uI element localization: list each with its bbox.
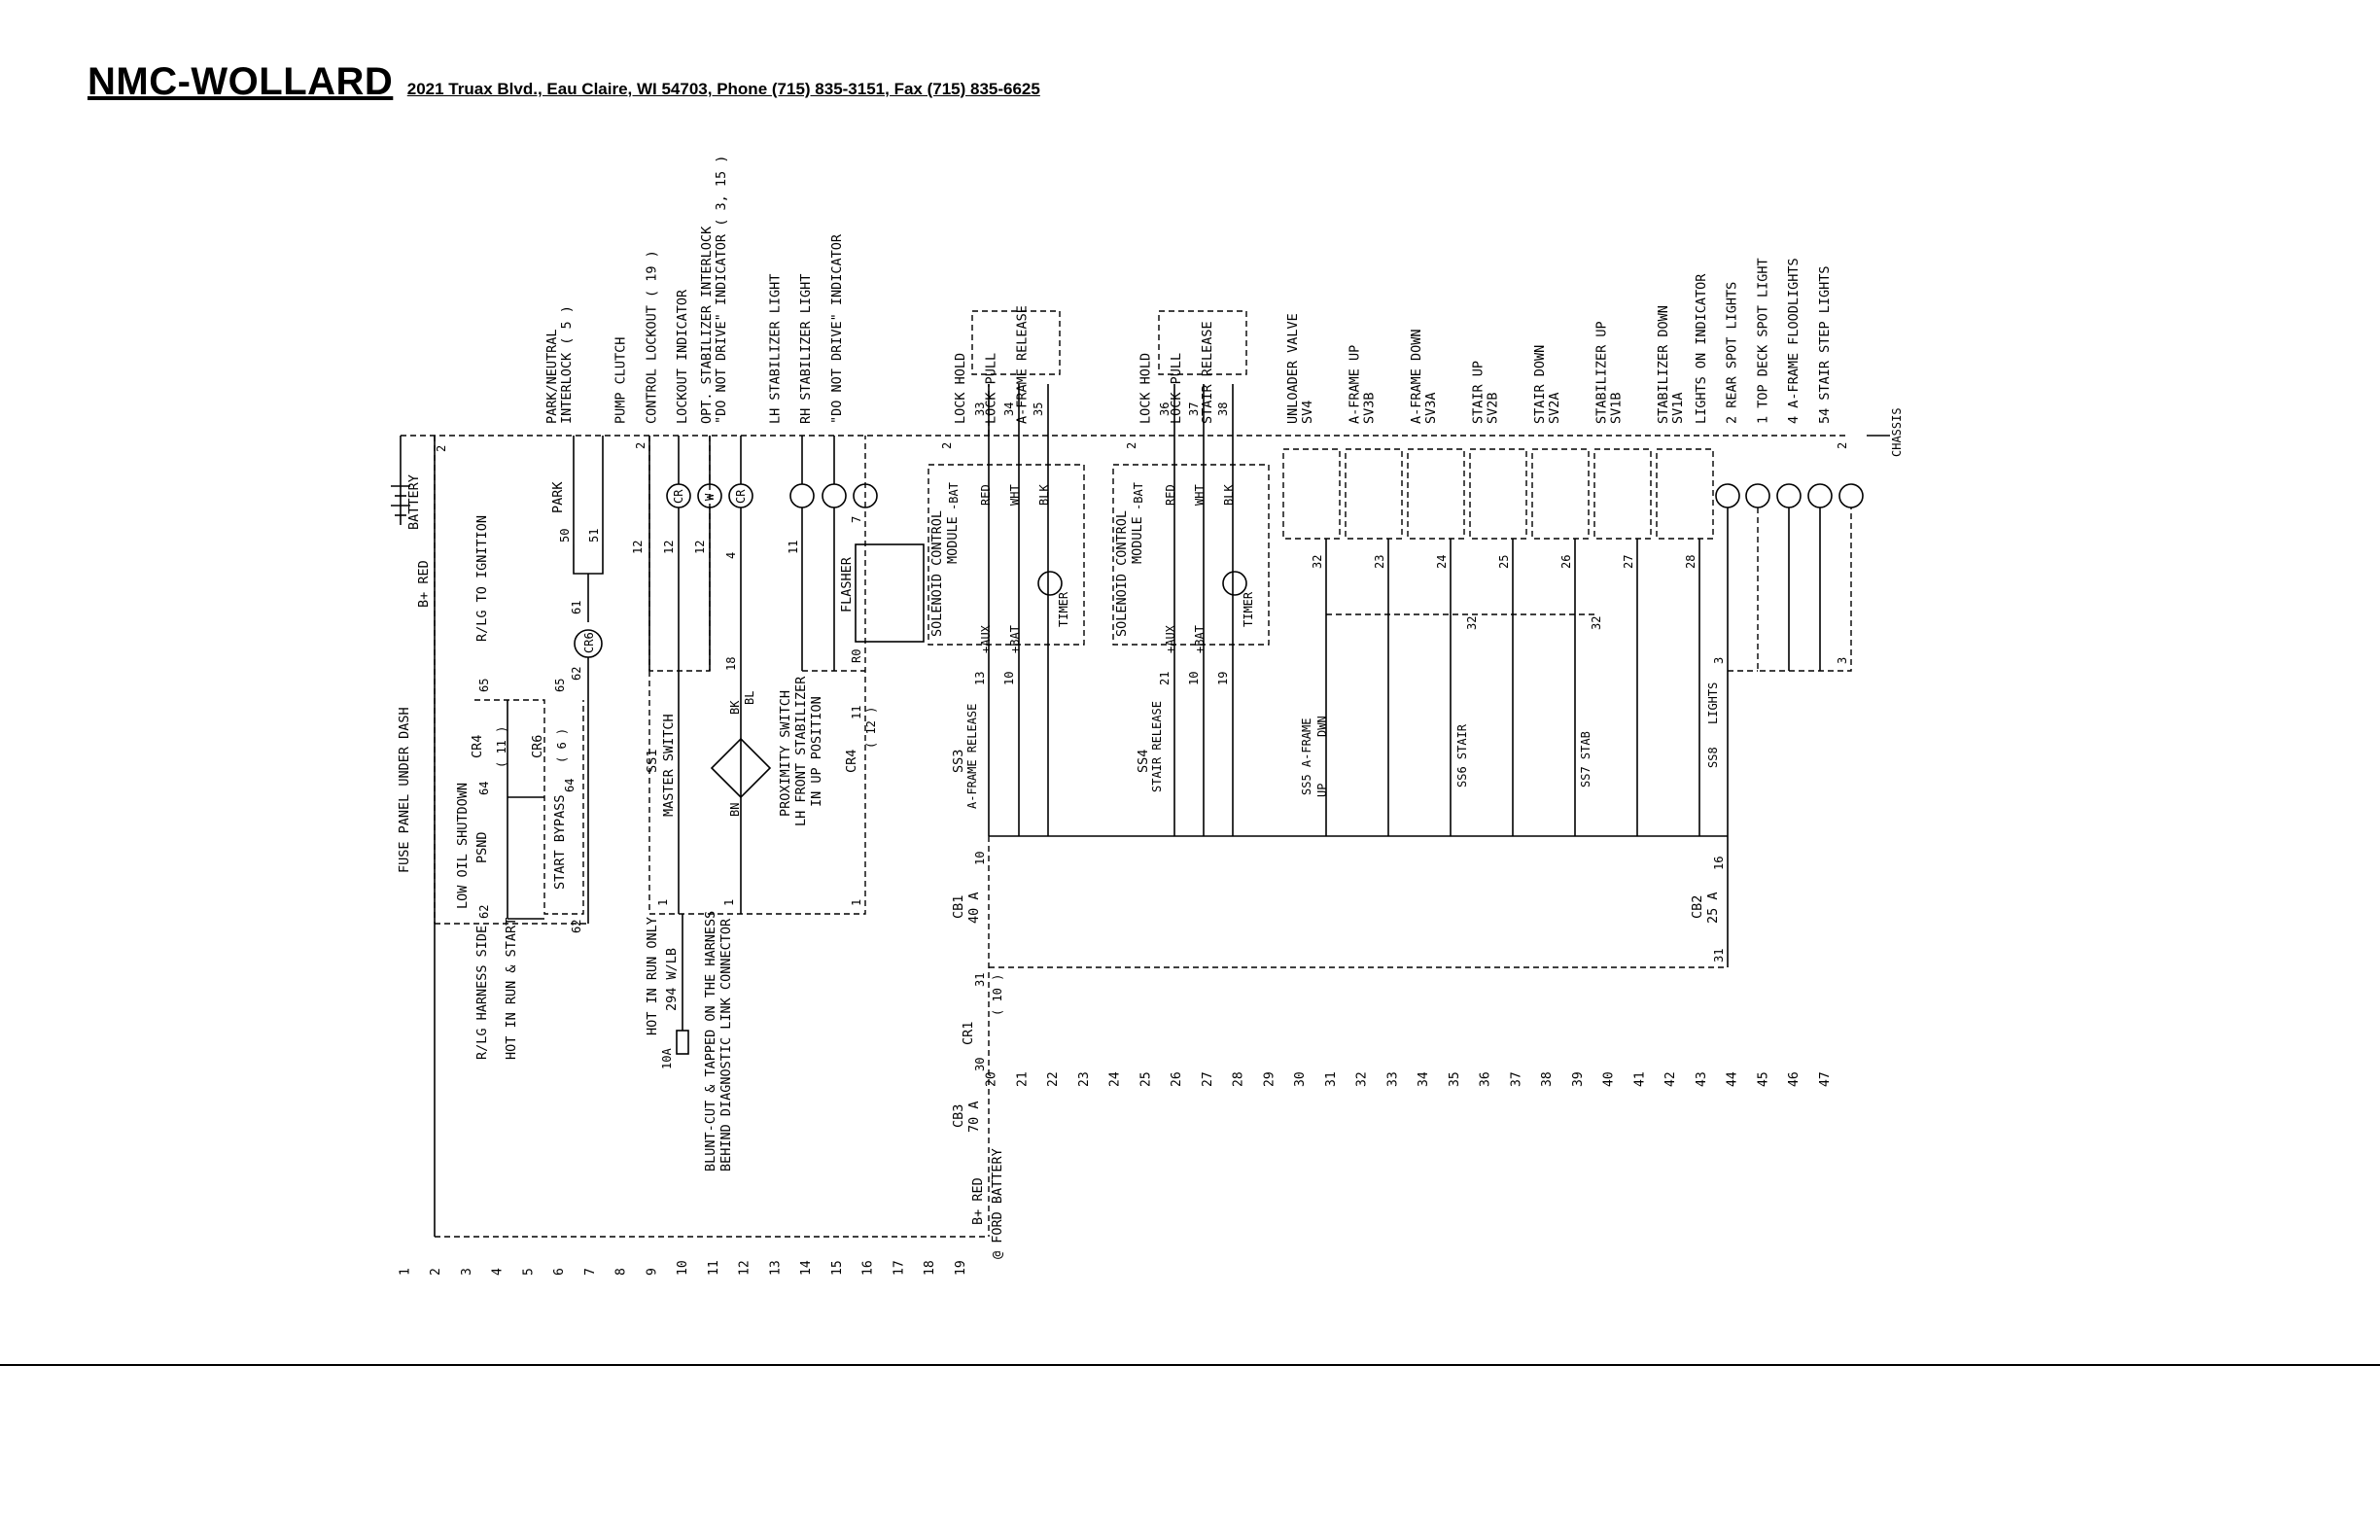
svg-text:30: 30 bbox=[973, 1057, 987, 1071]
svg-text:36: 36 bbox=[1158, 402, 1172, 416]
svg-text:RED: RED bbox=[979, 484, 993, 506]
component-label: SV1A bbox=[1670, 392, 1686, 424]
fuse-panel-label: FUSE PANEL UNDER DASH bbox=[397, 707, 412, 873]
rung-number: 21 bbox=[1015, 1071, 1031, 1087]
svg-text:38: 38 bbox=[1216, 402, 1230, 416]
svg-text:( 12 ): ( 12 ) bbox=[864, 706, 878, 749]
rung-number: 44 bbox=[1725, 1071, 1740, 1087]
fuse-10a bbox=[677, 1031, 688, 1054]
svg-text:BLUNT-CUT & TAPPED ON THE HARN: BLUNT-CUT & TAPPED ON THE HARNESS bbox=[703, 910, 718, 1172]
rung-number: 25 bbox=[1138, 1071, 1154, 1087]
svg-text:CB2: CB2 bbox=[1690, 894, 1705, 919]
rung-number: 23 bbox=[1076, 1071, 1092, 1087]
rung-numbers bbox=[398, 1071, 1833, 1276]
rung-number: 19 bbox=[953, 1260, 968, 1276]
svg-text:12: 12 bbox=[693, 540, 707, 554]
svg-text:+BAT: +BAT bbox=[1193, 625, 1207, 653]
page-divider bbox=[0, 1364, 2380, 1366]
component-label: LOCK PULL bbox=[1169, 352, 1184, 424]
rung-number: 36 bbox=[1478, 1071, 1493, 1087]
top-deck-spot-light bbox=[1777, 484, 1801, 508]
component-label: RH STABILIZER LIGHT bbox=[798, 273, 814, 424]
rung-number: 41 bbox=[1632, 1071, 1648, 1087]
svg-text:28: 28 bbox=[1684, 554, 1698, 569]
svg-text:UP: UP bbox=[1315, 783, 1329, 797]
svg-text:@ FORD BATTERY: @ FORD BATTERY bbox=[990, 1148, 1005, 1259]
component-label: "DO NOT DRIVE" INDICATOR bbox=[828, 233, 845, 424]
rung-number: 15 bbox=[829, 1260, 845, 1276]
rung-number: 47 bbox=[1817, 1071, 1833, 1087]
svg-text:BL: BL bbox=[743, 690, 756, 705]
park-label: PARK bbox=[550, 481, 566, 513]
hot-run-start-label: HOT IN RUN & START bbox=[504, 917, 519, 1060]
component-labels bbox=[544, 156, 1833, 424]
component-label: PUMP CLUTCH bbox=[612, 336, 629, 424]
component-label: STAIR UP bbox=[1470, 360, 1487, 424]
component-label: LIGHTS ON INDICATOR bbox=[1693, 273, 1709, 424]
svg-text:FLASHER: FLASHER bbox=[839, 557, 855, 612]
component-label: STAIR DOWN bbox=[1532, 344, 1548, 424]
svg-text:1: 1 bbox=[722, 898, 736, 906]
svg-text:WHT: WHT bbox=[1193, 484, 1207, 506]
component-label: LOCK HOLD bbox=[1138, 352, 1154, 424]
rung-number: 34 bbox=[1417, 1071, 1431, 1087]
component-label: STABILIZER DOWN bbox=[1656, 305, 1671, 424]
svg-text:SS3: SS3 bbox=[951, 749, 966, 773]
rung-number: 4 bbox=[490, 1268, 506, 1276]
cr4-ref: ( 11 ) bbox=[495, 725, 508, 768]
svg-text:BLK: BLK bbox=[1222, 484, 1236, 506]
cr6-coil-label: CR6 bbox=[582, 632, 596, 653]
component-label: OPT. STABILIZER INTERLOCK bbox=[698, 226, 715, 424]
svg-text:10: 10 bbox=[1002, 671, 1016, 685]
rung-number: 30 bbox=[1293, 1071, 1308, 1087]
svg-text:BN: BN bbox=[728, 802, 742, 817]
svg-text:64: 64 bbox=[563, 778, 577, 792]
rung-number: 13 bbox=[768, 1260, 784, 1276]
svg-text:32: 32 bbox=[1311, 554, 1324, 569]
component-label: LOCK HOLD bbox=[952, 352, 968, 424]
svg-text:SS7 STAB: SS7 STAB bbox=[1579, 731, 1592, 788]
component-label: SV1B bbox=[1608, 392, 1625, 424]
psnd-label: PSND bbox=[474, 831, 490, 863]
component-label: STABILIZER UP bbox=[1593, 321, 1610, 424]
rung-number: 2 bbox=[429, 1268, 443, 1276]
svg-text:24: 24 bbox=[1435, 554, 1449, 569]
rung-number: 22 bbox=[1046, 1071, 1061, 1087]
svg-text:294 W/LB: 294 W/LB bbox=[664, 947, 680, 1011]
svg-text:PROXIMITY SWITCH: PROXIMITY SWITCH bbox=[778, 689, 793, 817]
rung-number: 9 bbox=[645, 1268, 660, 1276]
rung-number: 20 bbox=[984, 1071, 999, 1087]
svg-text:RED: RED bbox=[1164, 484, 1177, 506]
component-label: SV3A bbox=[1423, 392, 1439, 424]
svg-text:62: 62 bbox=[570, 666, 583, 681]
svg-text:12: 12 bbox=[662, 540, 676, 554]
rung-number: 24 bbox=[1107, 1071, 1123, 1087]
ss1-label: SS1 bbox=[645, 749, 660, 773]
rung-number: 14 bbox=[799, 1260, 814, 1276]
svg-text:16: 16 bbox=[1712, 856, 1726, 870]
timer-1 bbox=[1038, 572, 1062, 595]
ignition-label: R/LG TO IGNITION bbox=[474, 514, 490, 642]
svg-text:CB1: CB1 bbox=[951, 894, 966, 919]
rung-number: 18 bbox=[923, 1260, 937, 1276]
rung-number: 12 bbox=[737, 1260, 752, 1276]
svg-text:26: 26 bbox=[1559, 554, 1573, 569]
component-label: SV3B bbox=[1361, 392, 1378, 424]
svg-text:23: 23 bbox=[1373, 554, 1386, 569]
svg-text:65: 65 bbox=[477, 678, 491, 692]
svg-text:+BAT: +BAT bbox=[1008, 625, 1022, 653]
svg-text:SOLENOID CONTROL: SOLENOID CONTROL bbox=[1114, 509, 1130, 637]
svg-text:BEHIND DIAGNOSTIC LINK CONNECT: BEHIND DIAGNOSTIC LINK CONNECTOR bbox=[718, 918, 734, 1172]
component-label: A-FRAME RELEASE bbox=[1014, 305, 1031, 424]
svg-text:B+ RED: B+ RED bbox=[970, 1177, 986, 1225]
svg-text:CR: CR bbox=[734, 489, 748, 504]
svg-text:34: 34 bbox=[1002, 402, 1016, 416]
rung-number: 31 bbox=[1323, 1071, 1339, 1087]
svg-text:21: 21 bbox=[1158, 671, 1172, 685]
svg-text:IN UP POSITION: IN UP POSITION bbox=[809, 696, 824, 807]
a-frame-floodlights bbox=[1808, 484, 1832, 508]
component-label: 1 TOP DECK SPOT LIGHT bbox=[1755, 258, 1771, 424]
rung-number: 29 bbox=[1262, 1071, 1278, 1087]
svg-text:64: 64 bbox=[477, 781, 491, 795]
svg-text:4: 4 bbox=[724, 551, 738, 559]
svg-text:11: 11 bbox=[787, 540, 800, 554]
svg-text:-BAT: -BAT bbox=[947, 482, 961, 510]
rung-number: 46 bbox=[1787, 1071, 1802, 1087]
svg-text:TIMER: TIMER bbox=[1057, 591, 1070, 627]
svg-text:27: 27 bbox=[1622, 554, 1635, 569]
svg-text:MODULE: MODULE bbox=[1130, 516, 1145, 564]
battery-label: BATTERY bbox=[406, 474, 422, 530]
svg-text:A-FRAME RELEASE: A-FRAME RELEASE bbox=[965, 703, 979, 809]
svg-text:12: 12 bbox=[631, 540, 645, 554]
svg-text:SOLENOID CONTROL: SOLENOID CONTROL bbox=[929, 509, 945, 637]
component-label: A-FRAME UP bbox=[1347, 344, 1363, 424]
rung-number: 16 bbox=[860, 1260, 876, 1276]
svg-text:SS6 STAIR: SS6 STAIR bbox=[1455, 723, 1469, 788]
svg-text:3: 3 bbox=[1836, 656, 1849, 664]
svg-text:2: 2 bbox=[1125, 441, 1138, 449]
cr6-ref: ( 6 ) bbox=[555, 727, 569, 763]
cr4-contact-label: CR4 bbox=[470, 734, 485, 758]
rung-number: 38 bbox=[1540, 1071, 1555, 1087]
lh-stabilizer-lamp bbox=[790, 484, 814, 508]
company-address: 2021 Truax Blvd., Eau Claire, WI 54703, Phone (715) 835-3151, Fax (715) 835-6625 bbox=[406, 80, 1040, 98]
svg-text:62: 62 bbox=[570, 919, 583, 933]
rung-number: 40 bbox=[1601, 1071, 1617, 1087]
svg-text:25: 25 bbox=[1497, 554, 1511, 569]
svg-text:WHT: WHT bbox=[1008, 484, 1022, 506]
component-label: LH STABILIZER LIGHT bbox=[767, 273, 784, 424]
rung-number: 45 bbox=[1756, 1071, 1771, 1087]
svg-text:25 A: 25 A bbox=[1705, 892, 1721, 924]
chassis-label: CHASSIS bbox=[1890, 407, 1904, 457]
low-oil-label: LOW OIL SHUTDOWN bbox=[455, 782, 471, 909]
component-label: INTERLOCK ( 5 ) bbox=[559, 305, 575, 424]
svg-text:18: 18 bbox=[724, 656, 738, 671]
svg-text:R0: R0 bbox=[850, 648, 863, 663]
component-label: A-FRAME DOWN bbox=[1409, 329, 1424, 424]
svg-text:LIGHTS: LIGHTS bbox=[1706, 682, 1720, 724]
svg-text:61: 61 bbox=[570, 600, 583, 614]
svg-text:+AUX: +AUX bbox=[979, 625, 993, 653]
svg-text:TIMER: TIMER bbox=[1242, 591, 1255, 627]
start-bypass-label: START BYPASS bbox=[552, 794, 568, 890]
svg-text:70 A: 70 A bbox=[966, 1101, 982, 1133]
svg-text:32: 32 bbox=[1465, 615, 1479, 630]
rear-spot-lights bbox=[1746, 484, 1769, 508]
svg-text:CR: CR bbox=[672, 489, 685, 504]
rung-number: 26 bbox=[1170, 1071, 1184, 1087]
rung-number: 17 bbox=[892, 1260, 907, 1276]
svg-text:CB3: CB3 bbox=[951, 1103, 966, 1128]
svg-text:50: 50 bbox=[558, 528, 572, 542]
stair-step-lights bbox=[1839, 484, 1863, 508]
rh-stabilizer-lamp bbox=[822, 484, 846, 508]
svg-text:31: 31 bbox=[973, 972, 987, 987]
svg-text:65: 65 bbox=[553, 678, 567, 692]
svg-text:( 10 ): ( 10 ) bbox=[991, 973, 1004, 1016]
svg-text:STAIR RELEASE: STAIR RELEASE bbox=[1150, 701, 1164, 792]
component-label: SV4 bbox=[1300, 400, 1315, 424]
svg-text:SS5 A-FRAME: SS5 A-FRAME bbox=[1300, 718, 1313, 795]
svg-text:31: 31 bbox=[1712, 948, 1726, 962]
component-label: 54 STAIR STEP LIGHTS bbox=[1816, 265, 1833, 424]
rung-number: 11 bbox=[706, 1260, 721, 1276]
component-label: LOCKOUT INDICATOR bbox=[675, 289, 690, 424]
component-label: "DO NOT DRIVE" INDICATOR ( 3, 15 ) bbox=[713, 155, 729, 424]
svg-text:10A: 10A bbox=[660, 1048, 674, 1069]
svg-text:3: 3 bbox=[1712, 656, 1726, 664]
svg-text:2: 2 bbox=[634, 441, 648, 449]
svg-text:62: 62 bbox=[477, 904, 491, 919]
rung-number: 39 bbox=[1570, 1071, 1586, 1087]
svg-text:W: W bbox=[703, 493, 717, 501]
svg-text:2: 2 bbox=[940, 441, 954, 449]
rung-number: 5 bbox=[521, 1268, 537, 1276]
svg-text:CR1: CR1 bbox=[961, 1021, 976, 1045]
rung-number: 10 bbox=[676, 1260, 690, 1276]
component-label: PARK/NEUTRAL bbox=[544, 329, 560, 424]
valve-coil-bank bbox=[1283, 449, 1713, 539]
rung-number: 8 bbox=[613, 1268, 629, 1276]
rung-number: 7 bbox=[582, 1268, 598, 1276]
svg-text:19: 19 bbox=[1216, 671, 1230, 685]
svg-text:+AUX: +AUX bbox=[1164, 625, 1177, 653]
b-plus-red-label: B+ RED bbox=[416, 560, 432, 608]
svg-text:40 A: 40 A bbox=[966, 892, 982, 924]
rung-number: 35 bbox=[1447, 1071, 1462, 1087]
component-label: 4 A-FRAME FLOODLIGHTS bbox=[1786, 258, 1802, 424]
timer-2 bbox=[1223, 572, 1246, 595]
component-label: SV2B bbox=[1485, 392, 1501, 424]
svg-text:1: 1 bbox=[656, 898, 670, 906]
svg-text:13: 13 bbox=[973, 671, 987, 685]
master-switch-label: MASTER SWITCH bbox=[661, 714, 677, 817]
svg-text:10: 10 bbox=[1187, 671, 1201, 685]
component-label: UNLOADER VALVE bbox=[1285, 313, 1301, 424]
rung-number: 43 bbox=[1694, 1071, 1709, 1087]
svg-text:2: 2 bbox=[1836, 441, 1849, 449]
svg-text:2: 2 bbox=[435, 444, 448, 452]
svg-text:35: 35 bbox=[1032, 402, 1045, 416]
svg-text:37: 37 bbox=[1187, 402, 1201, 416]
svg-text:CR4: CR4 bbox=[844, 749, 859, 773]
rung-number: 27 bbox=[1200, 1071, 1215, 1087]
rung-number: 33 bbox=[1385, 1071, 1401, 1087]
svg-text:DWN: DWN bbox=[1315, 716, 1329, 737]
component-label: LOCK PULL bbox=[983, 352, 999, 424]
rlg-harness-label: R/LG HARNESS SIDE bbox=[474, 925, 490, 1060]
cr6-contact-label: CR6 bbox=[530, 734, 545, 758]
rung-number: 37 bbox=[1509, 1071, 1524, 1087]
svg-text:SS4: SS4 bbox=[1136, 749, 1151, 773]
rung-number: 6 bbox=[552, 1268, 567, 1276]
svg-text:7: 7 bbox=[850, 515, 863, 523]
svg-text:HOT IN RUN ONLY: HOT IN RUN ONLY bbox=[645, 917, 660, 1035]
svg-text:33: 33 bbox=[973, 402, 987, 416]
svg-text:10: 10 bbox=[973, 851, 987, 865]
svg-text:11: 11 bbox=[850, 705, 863, 719]
component-label: CONTROL LOCKOUT ( 19 ) bbox=[644, 250, 660, 424]
rung-number: 32 bbox=[1354, 1071, 1370, 1087]
rung-number: 3 bbox=[459, 1268, 474, 1276]
svg-text:1: 1 bbox=[850, 898, 863, 906]
company-name: NMC-WOLLARD bbox=[88, 60, 394, 103]
component-label: STAIR RELEASE bbox=[1199, 321, 1215, 424]
rung-number: 28 bbox=[1231, 1071, 1246, 1087]
svg-text:SS8: SS8 bbox=[1706, 747, 1720, 768]
svg-text:BLK: BLK bbox=[1037, 484, 1051, 506]
svg-text:BK: BK bbox=[728, 700, 742, 715]
svg-text:MODULE: MODULE bbox=[945, 516, 961, 564]
rung-number: 42 bbox=[1663, 1071, 1678, 1087]
rung-number: 1 bbox=[398, 1268, 413, 1276]
component-label: SV2A bbox=[1547, 392, 1562, 424]
svg-text:51: 51 bbox=[587, 528, 601, 542]
svg-text:-BAT: -BAT bbox=[1132, 482, 1145, 510]
svg-text:32: 32 bbox=[1590, 615, 1603, 630]
component-label: 2 REAR SPOT LIGHTS bbox=[1724, 281, 1740, 424]
svg-text:LH FRONT STABILIZER: LH FRONT STABILIZER bbox=[793, 676, 809, 826]
lights-on-indicator bbox=[1716, 484, 1739, 508]
